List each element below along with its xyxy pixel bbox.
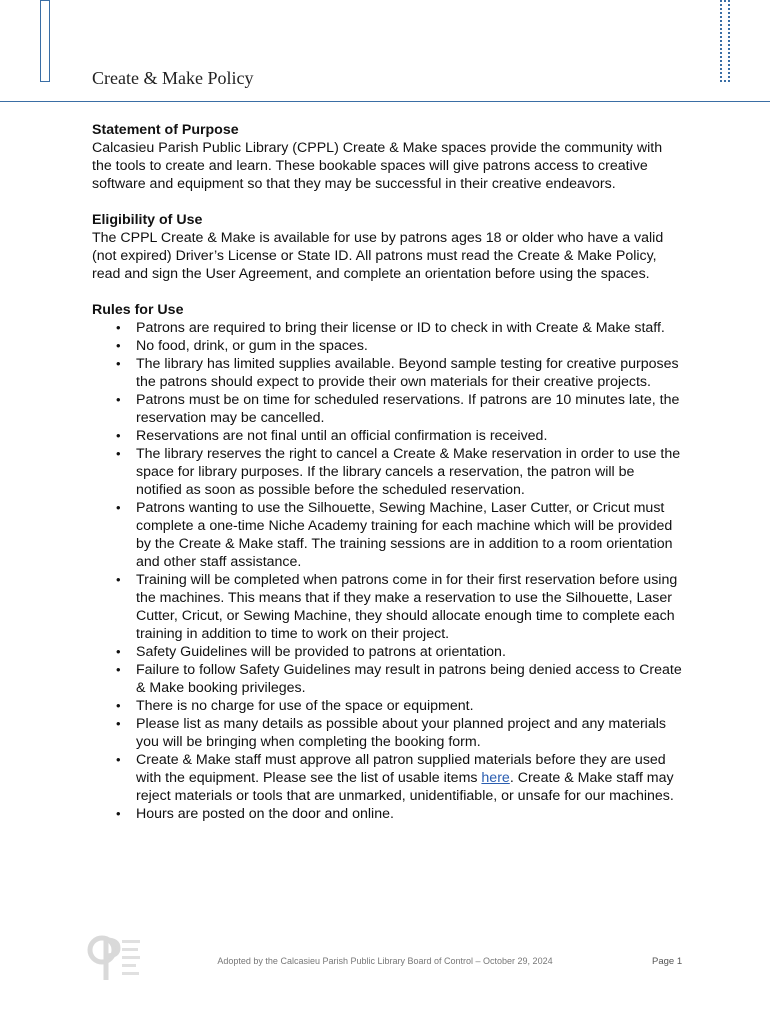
rule-item-approval bbox=[136, 751, 682, 805]
approval-text-after: . Create & Make staff may reject materials or tools that are unmarked, unidentifiable, or unsafe for our machines. bbox=[136, 770, 674, 804]
header-divider bbox=[0, 101, 770, 102]
eligibility-text: The CPPL Create & Make is available for use by patrons ages 18 or older who have a valid (not expired) Driver’s License or State ID. All patrons must read the Create & Make Policy, read and sign the User Agreement, and complete an orientation before using the spaces. bbox=[92, 230, 664, 282]
rule-item: • Training will be completed when patrons come in for their first reservation before using the machines. This means that if they make a reservation to use the Silhouette, Laser Cutter, Cricut, or Sewing Machine, they should allocate enough time to complete each training in addition to time to work on their project. bbox=[136, 571, 682, 643]
approval-text-before: Create & Make staff must approve all patron supplied materials before they are used with the equipment. Please see the list of usable items bbox=[136, 752, 666, 786]
rule-item: • Please list as many details as possible about your planned project and any materials you will be bringing when completing the booking form. bbox=[136, 715, 682, 751]
purpose-section bbox=[92, 121, 682, 193]
rule-item: • The library has limited supplies available. Beyond sample testing for creative purposes the patrons should expect to provide their own materials for their creative projects. bbox=[136, 355, 682, 391]
rule-item: • The library reserves the right to cancel a Create & Make reservation in order to use the space for library purposes. If the library cancels a reservation, the patron will be notified as soon as possible before the scheduled reservation. bbox=[136, 445, 682, 499]
rule-item: • Reservations are not final until an official confirmation is received. bbox=[136, 427, 682, 445]
rule-item: • Failure to follow Safety Guidelines may result in patrons being denied access to Create & Make booking privileges. bbox=[136, 661, 682, 697]
header-corner-right bbox=[720, 0, 730, 82]
purpose-heading: Statement of Purpose bbox=[92, 122, 239, 138]
document-body bbox=[92, 121, 682, 823]
rule-item: • There is no charge for use of the space or equipment. bbox=[136, 697, 682, 715]
rules-list bbox=[92, 319, 682, 823]
page-number: Page 1 bbox=[652, 956, 683, 967]
rules-heading: Rules for Use bbox=[92, 302, 184, 318]
header-corner-left bbox=[40, 0, 50, 82]
rule-item: • Hours are posted on the door and online. bbox=[136, 805, 682, 823]
footer-adopted-text: Adopted by the Calcasieu Parish Public Library Board of Control – October 29, 2024 bbox=[217, 956, 553, 966]
rules-section bbox=[92, 301, 682, 823]
page-header-title: Create & Make Policy bbox=[92, 68, 254, 88]
eligibility-section bbox=[92, 211, 682, 283]
purpose-text: Calcasieu Parish Public Library (CPPL) Create & Make spaces provide the community with the tools to create and learn. These bookable spaces will give patrons access to creative software and equipment so that they may be successful in their creative endeavors. bbox=[92, 140, 663, 192]
rule-item: • Patrons must be on time for scheduled reservations. If patrons are 10 minutes late, the reservation may be cancelled. bbox=[136, 391, 682, 427]
rule-item: • Safety Guidelines will be provided to patrons at orientation. bbox=[136, 643, 682, 661]
rule-item: • Patrons are required to bring their license or ID to check in with Create & Make staff. bbox=[136, 319, 682, 337]
rule-item: • No food, drink, or gum in the spaces. bbox=[136, 337, 682, 355]
rule-item: • Patrons wanting to use the Silhouette, Sewing Machine, Laser Cutter, or Cricut must complete a one-time Niche Academy training for each machine which will be provided by the Create & Make staff. The training sessions are in addition to a room orientation and other staff assistance. bbox=[136, 499, 682, 571]
usable-items-link[interactable]: here bbox=[481, 770, 510, 786]
eligibility-heading: Eligibility of Use bbox=[92, 212, 203, 228]
